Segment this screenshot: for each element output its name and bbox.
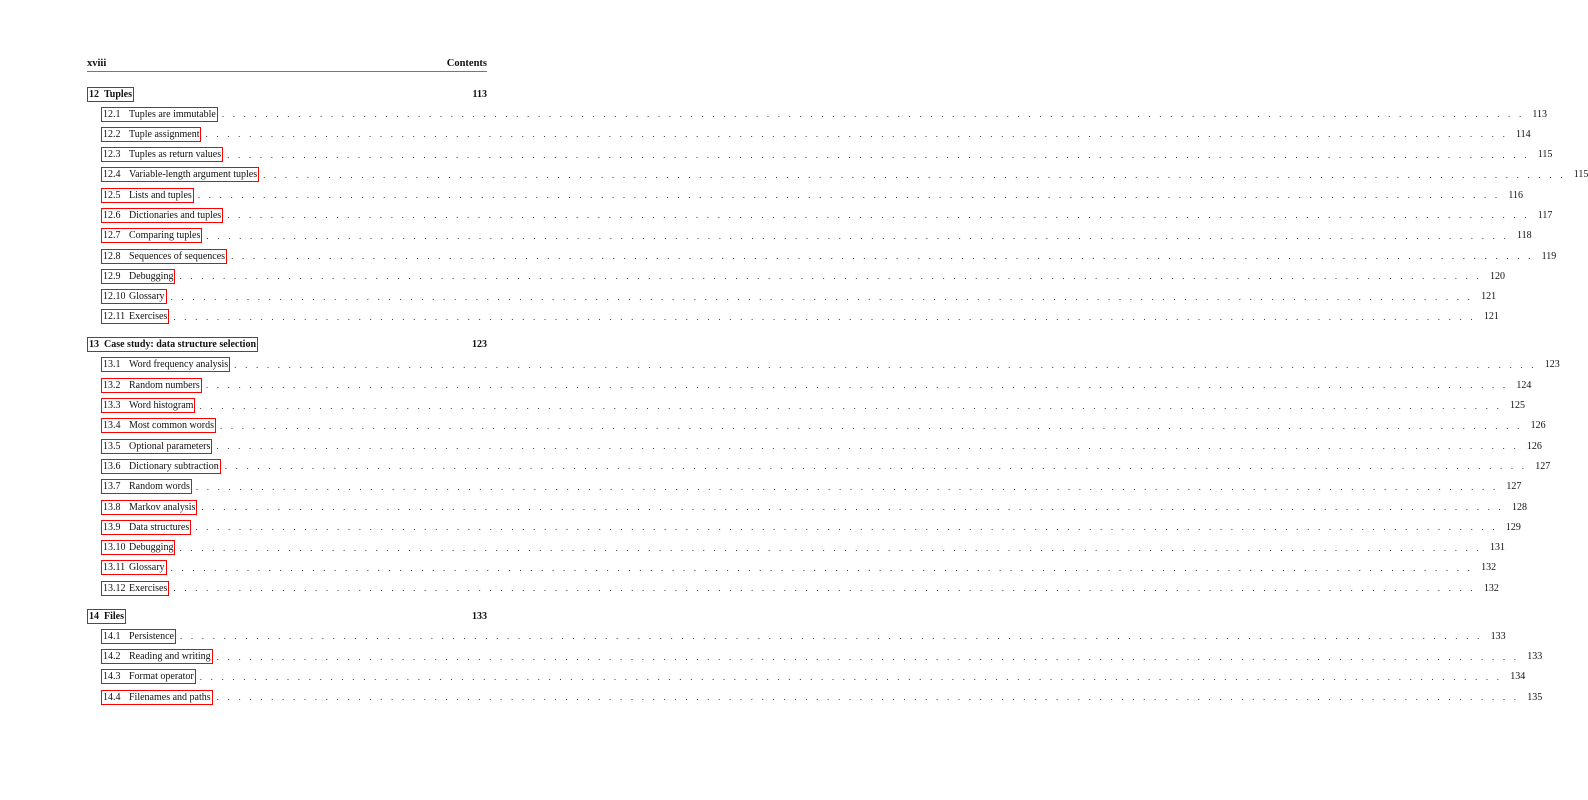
section-number: 12.10 bbox=[103, 291, 126, 303]
leader-dots: . . . . . . . . . . . . . . . . . . . . . . . . . . . . . . . . . . . . . . . . . . . . . . . . . . . . . . . . . . . . . . . . . . . . . . . . . . . . . . . . . . . . . . . . . . . . . . . . . . . . . . . . . . . . . . . . . . . . . . . . bbox=[227, 210, 1530, 221]
toc-entry bbox=[87, 519, 1521, 535]
section-page: 131 bbox=[1490, 542, 1506, 554]
leader-dots: . . . . . . . . . . . . . . . . . . . . . . . . . . . . . . . . . . . . . . . . . . . . . . . . . . . . . . . . . . . . . . . . . . . . . . . . . . . . . . . . . . . . . . . . . . . . . . . . . . . . . . . . . . . . . . . . . . . . . . . . bbox=[170, 562, 1474, 573]
section-title: Tuples are immutable bbox=[129, 108, 216, 120]
leader-dots: . . . . . . . . . . . . . . . . . . . . . . . . . . . . . . . . . . . . . . . . . . . . . . . . . . . . . . . . . . . . . . . . . . . . . . . . . . . . . . . . . . . . . . . . . . . . . . . . . . . . . . . . . . . . . . . . . . . . . . . . bbox=[173, 583, 1476, 594]
section-title: Word histogram bbox=[129, 400, 194, 412]
leader-dots: . . . . . . . . . . . . . . . . . . . . . . . . . . . . . . . . . . . . . . . . . . . . . . . . . . . . . . . . . . . . . . . . . . . . . . . . . . . . . . . . . . . . . . . . . . . . . . . . . . . . . . . . . . . . . . . . . . . . . . . . bbox=[197, 190, 1501, 201]
section-page: 127 bbox=[1506, 481, 1522, 493]
section-number: 12.8 bbox=[103, 250, 121, 262]
section-title: Format operator bbox=[129, 671, 194, 683]
toc-entry bbox=[87, 268, 1506, 284]
toc-entry bbox=[87, 357, 1560, 373]
leader-dots: . . . . . . . . . . . . . . . . . . . . . . . . . . . . . . . . . . . . . . . . . . . . . . . . . . . . . . . . . . . . . . . . . . . . . . . . . . . . . . . . . . . . . . . . . . . . . . . . . . . . . . . . . . . . . . . . . . . . . . . . bbox=[173, 311, 1476, 322]
chapter-heading bbox=[87, 86, 487, 102]
section-number: 13.4 bbox=[103, 420, 121, 432]
chapter-13 bbox=[87, 337, 1560, 596]
section-number: 14.2 bbox=[103, 651, 121, 663]
leader-dots: . . . . . . . . . . . . . . . . . . . . . . . . . . . . . . . . . . . . . . . . . . . . . . . . . . . . . . . . . . . . . . . . . . . . . . . . . . . . . . . . . . . . . . . . . . . . . . . . . . . . . . . . . . . . . . . . . . . . . . . . bbox=[195, 481, 1499, 492]
section-page: 126 bbox=[1530, 420, 1546, 432]
section-link[interactable] bbox=[101, 147, 223, 162]
toc-entry bbox=[87, 289, 1497, 305]
section-link[interactable] bbox=[101, 629, 176, 644]
section-link[interactable] bbox=[101, 289, 167, 304]
section-page: 114 bbox=[1516, 128, 1531, 140]
section-number: 14.4 bbox=[103, 691, 121, 703]
toc-entry bbox=[87, 147, 1553, 163]
toc-entry bbox=[87, 418, 1546, 434]
section-link[interactable] bbox=[101, 500, 197, 515]
section-number: 12.2 bbox=[103, 128, 121, 140]
leader-dots: . . . . . . . . . . . . . . . . . . . . . . . . . . . . . . . . . . . . . . . . . . . . . . . . . . . . . . . . . . . . . . . . . . . . . . . . . . . . . . . . . . . . . . . . . . . . . . . . . . . . . . . . . . . . . . . . . . . . . . . . bbox=[206, 230, 1509, 241]
section-title: Dictionaries and tuples bbox=[129, 209, 222, 221]
section-page: 119 bbox=[1541, 250, 1557, 262]
section-number: 12.7 bbox=[103, 230, 121, 242]
chapter-title-cell bbox=[87, 337, 467, 352]
section-page: 124 bbox=[1516, 379, 1532, 391]
section-number: 12.4 bbox=[103, 169, 121, 181]
chapter-page: 133 bbox=[472, 610, 487, 622]
toc-entry bbox=[87, 309, 1499, 325]
section-link[interactable] bbox=[101, 439, 212, 454]
section-page: 132 bbox=[1483, 582, 1499, 594]
section-title: Persistence bbox=[129, 630, 174, 642]
section-link[interactable] bbox=[101, 167, 259, 182]
chapter-number: 14 bbox=[89, 610, 99, 622]
section-number: 12.9 bbox=[103, 270, 121, 282]
toc-entry bbox=[87, 628, 1506, 644]
chapter-title: Case study: data structure selection bbox=[104, 339, 257, 351]
toc-entry bbox=[87, 689, 1543, 705]
section-page: 121 bbox=[1481, 291, 1497, 303]
section-title: Debugging bbox=[129, 542, 174, 554]
leader-dots: . . . . . . . . . . . . . . . . . . . . . . . . . . . . . . . . . . . . . . . . . . . . . . . . . . . . . . . . . . . . . . . . . . . . . . . . . . . . . . . . . . . . . . . . . . . . . . . . . . . . . . . . . . . . . . . . . . . . . . . . bbox=[179, 542, 1483, 553]
section-page: 113 bbox=[1532, 108, 1548, 120]
section-title: Random numbers bbox=[129, 379, 200, 391]
section-title: Exercises bbox=[129, 311, 168, 323]
leader-dots: . . . . . . . . . . . . . . . . . . . . . . . . . . . . . . . . . . . . . . . . . . . . . . . . . . . . . . . . . . . . . . . . . . . . . . . . . . . . . . . . . . . . . . . . . . . . . . . . . . . . . . . . . . . . . . . . . . . . . . . . bbox=[227, 149, 1530, 160]
section-page: 115 bbox=[1573, 169, 1588, 181]
leader-dots: . . . . . . . . . . . . . . . . . . . . . . . . . . . . . . . . . . . . . . . . . . . . . . . . . . . . . . . . . . . . . . . . . . . . . . . . . . . . . . . . . . . . . . . . . . . . . . . . . . . . . . . . . . . . . . . . . . . . . . . . bbox=[179, 271, 1483, 282]
leader-dots: . . . . . . . . . . . . . . . . . . . . . . . . . . . . . . . . . . . . . . . . . . . . . . . . . . . . . . . . . . . . . . . . . . . . . . . . . . . . . . . . . . . . . . . . . . . . . . . . . . . . . . . . . . . . . . . . . . . . . . . . bbox=[216, 692, 1520, 703]
leader-dots: . . . . . . . . . . . . . . . . . . . . . . . . . . . . . . . . . . . . . . . . . . . . . . . . . . . . . . . . . . . . . . . . . . . . . . . . . . . . . . . . . . . . . . . . . . . . . . . . . . . . . . . . . . . . . . . . . . . . . . . . bbox=[263, 169, 1566, 180]
section-title: Variable-length argument tuples bbox=[129, 169, 258, 181]
chapter-12 bbox=[87, 86, 1588, 325]
section-page: 117 bbox=[1537, 209, 1553, 221]
chapter-link[interactable] bbox=[87, 87, 134, 102]
leader-dots: . . . . . . . . . . . . . . . . . . . . . . . . . . . . . . . . . . . . . . . . . . . . . . . . . . . . . . . . . . . . . . . . . . . . . . . . . . . . . . . . . . . . . . . . . . . . . . . . . . . . . . . . . . . . . . . . . . . . . . . . bbox=[221, 109, 1525, 119]
section-title: Tuple assignment bbox=[129, 128, 200, 140]
section-title: Debugging bbox=[129, 270, 174, 282]
toc-entry bbox=[87, 479, 1522, 495]
toc-entry bbox=[87, 167, 1588, 183]
section-title: Comparing tuples bbox=[129, 230, 201, 242]
section-number: 13.6 bbox=[103, 460, 121, 472]
section-number: 12.6 bbox=[103, 209, 121, 221]
section-number: 13.8 bbox=[103, 501, 121, 513]
section-number: 14.3 bbox=[103, 671, 121, 683]
section-number: 13.7 bbox=[103, 481, 121, 493]
section-link[interactable] bbox=[101, 560, 167, 575]
chapter-link[interactable] bbox=[87, 337, 258, 352]
section-title: Markov analysis bbox=[129, 501, 196, 513]
section-page: 134 bbox=[1510, 671, 1526, 683]
section-link[interactable] bbox=[101, 269, 175, 284]
chapter-title: Tuples bbox=[104, 88, 132, 100]
section-number: 12.1 bbox=[103, 108, 121, 120]
chapter-page: 123 bbox=[472, 339, 487, 351]
section-page: 133 bbox=[1490, 630, 1506, 642]
leader-dots: . . . . . . . . . . . . . . . . . . . . . . . . . . . . . . . . . . . . . . . . . . . . . . . . . . . . . . . . . . . . . . . . . . . . . . . . . . . . . . . . . . . . . . . . . . . . . . . . . . . . . . . . . . . . . . . . . . . . . . . . bbox=[234, 359, 1537, 370]
section-number: 13.1 bbox=[103, 359, 121, 371]
section-page: 133 bbox=[1527, 651, 1543, 663]
chapter-heading bbox=[87, 337, 487, 353]
section-link[interactable] bbox=[101, 208, 223, 223]
section-link[interactable] bbox=[101, 690, 213, 705]
toc-entry bbox=[87, 106, 1548, 122]
toc-entry bbox=[87, 377, 1532, 393]
chapter-link[interactable] bbox=[87, 609, 126, 624]
section-title: Glossary bbox=[129, 562, 165, 574]
section-link[interactable] bbox=[101, 520, 191, 535]
section-link[interactable] bbox=[101, 107, 218, 122]
section-page: 115 bbox=[1537, 149, 1553, 161]
section-page: 135 bbox=[1527, 691, 1543, 703]
section-page: 120 bbox=[1490, 270, 1506, 282]
section-link[interactable] bbox=[101, 188, 194, 203]
section-link[interactable] bbox=[101, 479, 192, 494]
section-link[interactable] bbox=[101, 228, 202, 243]
toc-entry bbox=[87, 669, 1526, 685]
section-number: 13.5 bbox=[103, 440, 121, 452]
page-header bbox=[87, 58, 487, 72]
section-title: Glossary bbox=[129, 291, 165, 303]
leader-dots: . . . . . . . . . . . . . . . . . . . . . . . . . . . . . . . . . . . . . . . . . . . . . . . . . . . . . . . . . . . . . . . . . . . . . . . . . . . . . . . . . . . . . . . . . . . . . . . . . . . . . . . . . . . . . . . . . . . . . . . . bbox=[170, 291, 1474, 302]
toc-entry bbox=[87, 580, 1499, 596]
section-title: Filenames and paths bbox=[129, 691, 211, 703]
toc-entry bbox=[87, 649, 1543, 665]
section-link[interactable] bbox=[101, 581, 169, 596]
section-link[interactable] bbox=[101, 418, 216, 433]
leader-dots: . . . . . . . . . . . . . . . . . . . . . . . . . . . . . . . . . . . . . . . . . . . . . . . . . . . . . . . . . . . . . . . . . . . . . . . . . . . . . . . . . . . . . . . . . . . . . . . . . . . . . . . . . . . . . . . . . . . . . . . . bbox=[220, 420, 1523, 431]
section-page: 127 bbox=[1535, 460, 1551, 472]
section-title: Lists and tuples bbox=[129, 189, 192, 201]
section-link[interactable] bbox=[101, 459, 221, 474]
section-number: 12.5 bbox=[103, 189, 121, 201]
leader-dots: . . . . . . . . . . . . . . . . . . . . . . . . . . . . . . . . . . . . . . . . . . . . . . . . . . . . . . . . . . . . . . . . . . . . . . . . . . . . . . . . . . . . . . . . . . . . . . . . . . . . . . . . . . . . . . . . . . . . . . . . bbox=[205, 380, 1509, 391]
toc-entry bbox=[87, 438, 1542, 454]
section-page: 116 bbox=[1508, 189, 1523, 201]
section-title: Random words bbox=[129, 481, 190, 493]
section-number: 13.10 bbox=[103, 542, 126, 554]
leader-dots: . . . . . . . . . . . . . . . . . . . . . . . . . . . . . . . . . . . . . . . . . . . . . . . . . . . . . . . . . . . . . . . . . . . . . . . . . . . . . . . . . . . . . . . . . . . . . . . . . . . . . . . . . . . . . . . . . . . . . . . . bbox=[231, 251, 1534, 262]
section-number: 12.11 bbox=[103, 311, 126, 323]
section-page: 126 bbox=[1526, 440, 1542, 452]
toc-entry bbox=[87, 228, 1532, 244]
chapter-heading bbox=[87, 608, 487, 624]
table-of-contents bbox=[87, 86, 1588, 717]
section-page: 125 bbox=[1510, 400, 1526, 412]
section-title: Exercises bbox=[129, 582, 168, 594]
section-link[interactable] bbox=[101, 378, 202, 393]
section-page: 128 bbox=[1511, 501, 1527, 513]
toc-entry bbox=[87, 398, 1526, 414]
section-page: 123 bbox=[1544, 359, 1560, 371]
leader-dots: . . . . . . . . . . . . . . . . . . . . . . . . . . . . . . . . . . . . . . . . . . . . . . . . . . . . . . . . . . . . . . . . . . . . . . . . . . . . . . . . . . . . . . . . . . . . . . . . . . . . . . . . . . . . . . . . . . . . . . . . bbox=[199, 671, 1503, 682]
section-link[interactable] bbox=[101, 669, 196, 684]
leader-dots: . . . . . . . . . . . . . . . . . . . . . . . . . . . . . . . . . . . . . . . . . . . . . . . . . . . . . . . . . . . . . . . . . . . . . . . . . . . . . . . . . . . . . . . . . . . . . . . . . . . . . . . . . . . . . . . . . . . . . . . . bbox=[195, 522, 1498, 533]
section-link[interactable] bbox=[101, 649, 213, 664]
section-number: 13.12 bbox=[103, 582, 126, 594]
section-title: Optional parameters bbox=[129, 440, 211, 452]
chapter-number: 12 bbox=[89, 88, 99, 100]
chapter-number: 13 bbox=[89, 339, 99, 351]
toc-entry bbox=[87, 458, 1551, 474]
leader-dots: . . . . . . . . . . . . . . . . . . . . . . . . . . . . . . . . . . . . . . . . . . . . . . . . . . . . . . . . . . . . . . . . . . . . . . . . . . . . . . . . . . . . . . . . . . . . . . . . . . . . . . . . . . . . . . . . . . . . . . . . bbox=[216, 651, 1520, 662]
section-number: 13.11 bbox=[103, 562, 126, 574]
section-link[interactable] bbox=[101, 398, 195, 413]
section-title: Sequences of sequences bbox=[129, 250, 226, 262]
leader-dots: . . . . . . . . . . . . . . . . . . . . . . . . . . . . . . . . . . . . . . . . . . . . . . . . . . . . . . . . . . . . . . . . . . . . . . . . . . . . . . . . . . . . . . . . . . . . . . . . . . . . . . . . . . . . . . . . . . . . . . . . bbox=[201, 502, 1504, 513]
chapter-title-cell bbox=[87, 609, 467, 624]
page-number: xviii bbox=[87, 58, 107, 69]
section-title: Word frequency analysis bbox=[129, 359, 229, 371]
chapter-page: 113 bbox=[472, 88, 487, 100]
section-title: Reading and writing bbox=[129, 651, 211, 663]
section-number: 13.3 bbox=[103, 400, 121, 412]
section-page: 121 bbox=[1483, 311, 1499, 323]
toc-entry bbox=[87, 187, 1523, 203]
toc-entry bbox=[87, 207, 1553, 223]
section-number: 14.1 bbox=[103, 630, 121, 642]
leader-dots: . . . . . . . . . . . . . . . . . . . . . . . . . . . . . . . . . . . . . . . . . . . . . . . . . . . . . . . . . . . . . . . . . . . . . . . . . . . . . . . . . . . . . . . . . . . . . . . . . . . . . . . . . . . . . . . . . . . . . . . . bbox=[224, 461, 1528, 472]
chapter-14 bbox=[87, 608, 1543, 705]
leader-dots: . . . . . . . . . . . . . . . . . . . . . . . . . . . . . . . . . . . . . . . . . . . . . . . . . . . . . . . . . . . . . . . . . . . . . . . . . . . . . . . . . . . . . . . . . . . . . . . . . . . . . . . . . . . . . . . . . . . . . . . . bbox=[205, 129, 1509, 140]
toc-entry bbox=[87, 540, 1506, 556]
toc-entry bbox=[87, 248, 1557, 264]
section-title: Data structures bbox=[129, 521, 190, 533]
running-title: Contents bbox=[446, 58, 487, 69]
section-page: 129 bbox=[1505, 521, 1521, 533]
toc-entry bbox=[87, 126, 1531, 142]
leader-dots: . . . . . . . . . . . . . . . . . . . . . . . . . . . . . . . . . . . . . . . . . . . . . . . . . . . . . . . . . . . . . . . . . . . . . . . . . . . . . . . . . . . . . . . . . . . . . . . . . . . . . . . . . . . . . . . . . . . . . . . . bbox=[180, 631, 1483, 642]
section-link[interactable] bbox=[101, 249, 227, 264]
leader-dots: . . . . . . . . . . . . . . . . . . . . . . . . . . . . . . . . . . . . . . . . . . . . . . . . . . . . . . . . . . . . . . . . . . . . . . . . . . . . . . . . . . . . . . . . . . . . . . . . . . . . . . . . . . . . . . . . . . . . . . . . bbox=[199, 400, 1503, 411]
section-page: 132 bbox=[1481, 562, 1497, 574]
section-number: 13.9 bbox=[103, 521, 121, 533]
section-page: 118 bbox=[1516, 230, 1532, 242]
toc-entry bbox=[87, 560, 1497, 576]
toc-entry bbox=[87, 499, 1527, 515]
section-title: Tuples as return values bbox=[129, 149, 222, 161]
section-link[interactable] bbox=[101, 127, 201, 142]
section-number: 12.3 bbox=[103, 149, 121, 161]
chapter-title: Files bbox=[104, 610, 124, 622]
leader-dots: . . . . . . . . . . . . . . . . . . . . . . . . . . . . . . . . . . . . . . . . . . . . . . . . . . . . . . . . . . . . . . . . . . . . . . . . . . . . . . . . . . . . . . . . . . . . . . . . . . . . . . . . . . . . . . . . . . . . . . . . bbox=[216, 441, 1519, 452]
section-number: 13.2 bbox=[103, 379, 121, 391]
section-link[interactable] bbox=[101, 540, 175, 555]
chapter-title-cell bbox=[87, 87, 467, 102]
section-title: Dictionary subtraction bbox=[129, 460, 219, 472]
section-link[interactable] bbox=[101, 309, 169, 324]
section-link[interactable] bbox=[101, 357, 230, 372]
section-title: Most common words bbox=[129, 420, 214, 432]
